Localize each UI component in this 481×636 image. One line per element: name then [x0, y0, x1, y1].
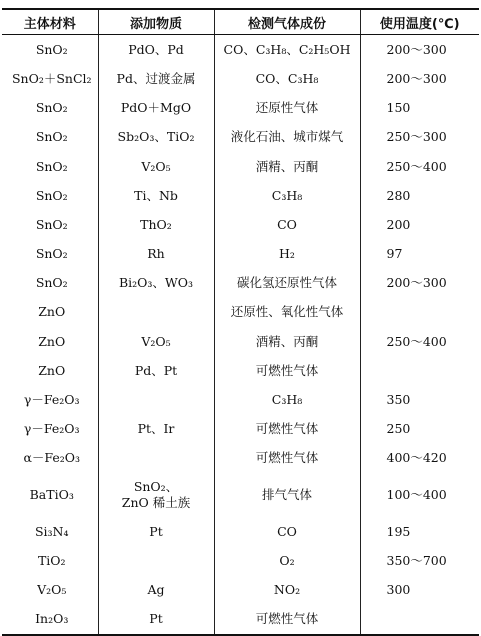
table-row — [2, 444, 479, 473]
additive-cell: V₂O₅ — [98, 152, 214, 181]
additive-cell: ThO₂ — [98, 210, 214, 239]
temperature-cell: 250 — [360, 414, 479, 443]
gas-cell: 可燃性气体 — [214, 604, 360, 634]
temperature-cell — [360, 604, 479, 634]
additive-cell: V₂O₅ — [98, 327, 214, 356]
material-cell: In₂O₃ — [2, 604, 98, 634]
table-row — [2, 64, 479, 93]
header-additive: 添加物质 — [98, 9, 214, 35]
temperature-cell: 250～400 — [360, 327, 479, 356]
table-row — [2, 327, 479, 356]
temperature-cell: 350～700 — [360, 546, 479, 575]
table-row — [2, 35, 479, 65]
header-material: 主体材料 — [2, 9, 98, 35]
additive-multiline: SnO₂、 ZnO 稀土族 — [121, 479, 191, 510]
table-row — [2, 473, 479, 517]
table-row — [2, 181, 479, 210]
temperature-cell: 200～300 — [360, 269, 479, 298]
material-cell: SnO₂ — [35, 216, 68, 232]
additive-cell: PdO＋MgO — [98, 93, 214, 122]
table-row — [2, 385, 479, 414]
gas-cell: 还原性、氧化性气体 — [214, 298, 360, 327]
temperature-cell: 195 — [360, 517, 479, 546]
table-row — [2, 210, 479, 239]
table-row — [2, 239, 479, 268]
additive-cell — [98, 298, 214, 327]
material-cell: SnO₂ — [35, 158, 68, 174]
temperature-cell: 200～300 — [360, 35, 479, 65]
temperature-cell: 280 — [360, 181, 479, 210]
material-cell: SnO₂ — [35, 275, 68, 291]
temperature-cell: 250～300 — [360, 123, 479, 152]
gas-cell: CO、C₃H₈ — [214, 64, 360, 93]
material-cell: ZnO — [38, 362, 66, 378]
additive-cell: Sb₂O₃、TiO₂ — [98, 123, 214, 152]
gas-cell: CO、C₃H₈、C₂H₅OH — [214, 35, 360, 65]
table-row — [2, 575, 479, 604]
gas-cell: 可燃性气体 — [214, 356, 360, 385]
temperature-cell: 300 — [360, 575, 479, 604]
temperature-cell: 250～400 — [360, 152, 479, 181]
temperature-cell — [360, 356, 479, 385]
material-cell: SnO₂ — [35, 246, 68, 262]
temperature-cell: 200 — [360, 210, 479, 239]
temperature-cell: 97 — [360, 239, 479, 268]
table-row — [2, 269, 479, 298]
gas-cell: 碳化氢还原性气体 — [214, 269, 360, 298]
material-cell: V₂O₅ — [37, 581, 67, 597]
table-row — [2, 517, 479, 546]
additive-cell: PdO、Pd — [98, 35, 214, 65]
additive-cell: Pd、过渡金属 — [98, 64, 214, 93]
temperature-cell — [360, 298, 479, 327]
table-row — [2, 123, 479, 152]
additive-cell: Pt — [98, 517, 214, 546]
material-cell: TiO₂ — [37, 552, 66, 568]
gas-cell: O₂ — [214, 546, 360, 575]
table-row — [2, 152, 479, 181]
gas-cell: H₂ — [214, 239, 360, 268]
additive-cell — [98, 444, 214, 473]
table-row — [2, 546, 479, 575]
material-cell: SnO₂＋SnCl₂ — [11, 70, 92, 86]
gas-cell: 酒精、丙酮 — [214, 327, 360, 356]
temperature-cell: 350 — [360, 385, 479, 414]
material-cell: α－Fe₂O₃ — [23, 450, 81, 466]
additive-cell — [98, 473, 214, 517]
additive-cell: Pt、Ir — [98, 414, 214, 443]
gas-cell: C₃H₈ — [214, 181, 360, 210]
header-row — [2, 9, 479, 35]
gas-cell: CO — [214, 210, 360, 239]
additive-cell — [98, 385, 214, 414]
material-cell: BaTiO₃ — [29, 487, 74, 502]
additive-cell: Ag — [98, 575, 214, 604]
material-cell: SnO₂ — [35, 187, 68, 203]
additive-cell: Pd、Pt — [98, 356, 214, 385]
material-cell: Si₃N₄ — [34, 523, 69, 539]
table-row — [2, 604, 479, 634]
table-row — [2, 414, 479, 443]
table-row — [2, 356, 479, 385]
material-cell: SnO₂ — [35, 100, 68, 116]
gas-cell: NO₂ — [214, 575, 360, 604]
additive-cell: Ti、Nb — [98, 181, 214, 210]
gas-cell: 酒精、丙酮 — [214, 152, 360, 181]
material-cell: SnO₂ — [35, 41, 68, 57]
gas-cell: CO — [214, 517, 360, 546]
gas-cell: C₃H₈ — [214, 385, 360, 414]
temperature-cell: 100～400 — [360, 473, 479, 517]
temperature-cell: 200～300 — [360, 64, 479, 93]
header-gas: 检测气体成份 — [214, 9, 360, 35]
material-cell: ZnO — [38, 333, 66, 349]
gas-cell: 液化石油、城市煤气 — [214, 123, 360, 152]
table-row — [2, 93, 479, 122]
table-body — [2, 35, 479, 635]
material-cell: γ－Fe₂O₃ — [23, 421, 80, 437]
additive-cell: Pt — [98, 604, 214, 634]
header-temperature: 使用温度(℃) — [360, 9, 479, 35]
gas-cell: 还原性气体 — [214, 93, 360, 122]
gas-cell: 排气气体 — [214, 473, 360, 517]
gas-sensor-table — [2, 8, 479, 636]
additive-cell: Rh — [98, 239, 214, 268]
temperature-cell: 150 — [360, 93, 479, 122]
temperature-cell: 400～420 — [360, 444, 479, 473]
table-row — [2, 298, 479, 327]
material-cell: SnO₂ — [35, 129, 68, 145]
gas-cell: 可燃性气体 — [214, 414, 360, 443]
additive-cell: Bi₂O₃、WO₃ — [98, 269, 214, 298]
material-cell: ZnO — [38, 304, 66, 320]
gas-cell: 可燃性气体 — [214, 444, 360, 473]
additive-cell — [98, 546, 214, 575]
material-cell: γ－Fe₂O₃ — [23, 392, 80, 408]
